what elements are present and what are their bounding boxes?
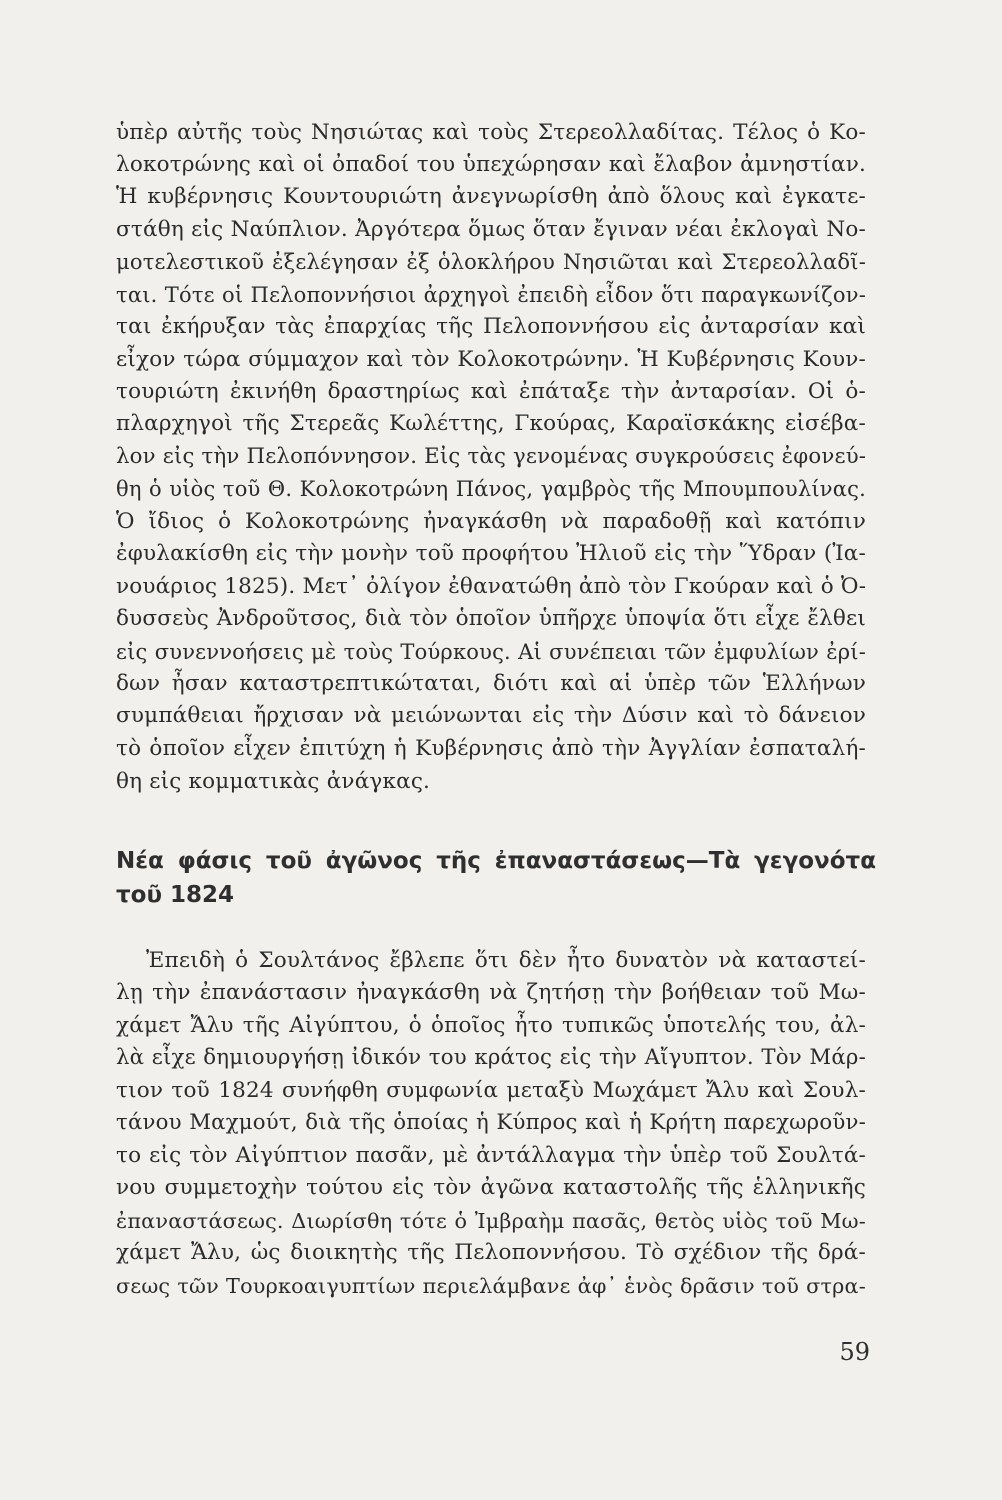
section-line: χάμετ Ἄλυ τῆς Αἰγύπτου, ὁ ὁποῖος ἦτο τυπικῶς ὑποτελής του, ἀλ- [116,1013,866,1038]
page-number: 59 [839,1338,870,1366]
body-line: πλαρχηγοὶ τῆς Στερεᾶς Κωλέττης, Γκούρας, Καραϊσκάκης εἰσέβα- [116,411,866,436]
body-line: τὸ ὁποῖον εἶχεν ἐπιτύχη ἡ Κυβέρνησις ἀπὸ τὴν Ἀγγλίαν ἐσπαταλή- [116,736,866,761]
section-line: τάνου Μαχμούτ, διὰ τῆς ὁποίας ἡ Κύπρος καὶ ἡ Κρήτη παρεχωροῦν- [116,1110,866,1135]
body-line: μοτελεστικοῦ ἐξελέγησαν ἐξ ὁλοκλήρου Νησιῶται καὶ Στερεολλαδῖ- [116,250,866,274]
body-line: συμπάθειαι ἤρχισαν νὰ μειώνωνται εἰς τὴν Δύσιν καὶ τὸ δάνειον [116,703,866,728]
body-line: δων ἦσαν καταστρεπτικώταται, διότι καὶ αἱ ὑπὲρ τῶν Ἑλλήνων [116,671,866,696]
body-line: εἶχον τώρα σύμμαχον καὶ τὸν Κολοκοτρώνην. Ἡ Κυβέρνησις Κουν- [116,347,866,372]
body-line: νουάριος 1825). Μετ᾽ ὀλίγον ἐθανατώθη ἀπὸ τὸν Γκούραν καὶ ὁ Ὀ- [116,574,867,599]
section-line: σεως τῶν Τουρκοαιγυπτίων περιελάμβανε ἀφ᾽ ἑνὸς δρᾶσιν τοῦ στρα- [116,1274,866,1298]
body-line: δυσσεὺς Ἀνδροῦτσος, διὰ τὸν ὁποῖον ὑπῆρχε ὑποψία ὅτι εἶχε ἔλθει [116,606,866,631]
section-line: λὰ εἶχε δημιουργήσῃ ἰδικόν του κράτος εἰς τὴν Αἴγυπτον. Τὸν Μάρ- [116,1045,866,1070]
body-line: Ἡ κυβέρνησις Κουντουριώτη ἀνεγνωρίσθη ἀπὸ ὅλους καὶ ἐγκατε- [116,184,866,209]
body-line: θη εἰς κομματικὰς ἀνάγκας. [116,769,431,794]
section-line: ἐπαναστάσεως. Διωρίσθη τότε ὁ Ἰμβραὴμ πασᾶς, θετὸς υἱὸς τοῦ Μω- [116,1209,866,1233]
section-line: το εἰς τὸν Αἰγύπτιον πασᾶν, μὲ ἀντάλλαγμα τὴν ὑπὲρ τοῦ Σουλτά- [116,1143,866,1168]
section-heading-continued: τοῦ 1824 [116,882,235,908]
section-line: χάμετ Ἄλυ, ὡς διοικητὴς τῆς Πελοποννήσου. Τὸ σχέδιον τῆς δρά- [116,1240,866,1265]
body-line: ται ἐκήρυξαν τὰς ἐπαρχίας τῆς Πελοποννήσου εἰς ἀνταρσίαν καὶ [116,314,866,339]
section-heading: Νέα φάσις τοῦ ἀγῶνος τῆς ἐπαναστάσεως—Τὰ γεγονότα [116,848,876,874]
section-line: Ἐπειδὴ ὁ Σουλτάνος ἔβλεπε ὅτι δὲν ἦτο δυνατὸν νὰ καταστεί- [146,948,866,973]
body-line: ἐφυλακίσθη εἰς τὴν μονὴν τοῦ προφήτου Ἠλιοῦ εἰς τὴν Ὕδραν (Ἰα- [116,541,866,566]
body-line: ὑπὲρ αὐτῆς τοὺς Νησιώτας καὶ τοὺς Στερεολλαδίτας. Τέλος ὁ Κο- [116,120,866,145]
section-line: νου συμμετοχὴν τούτου εἰς τὸν ἀγῶνα καταστολῆς τῆς ἑλληνικῆς [116,1175,866,1200]
section-line: τιον τοῦ 1824 συνήφθη συμφωνία μεταξὺ Μωχάμετ Ἄλυ καὶ Σουλ- [116,1078,866,1103]
body-line: Ὁ ἴδιος ὁ Κολοκοτρώνης ἠναγκάσθη νὰ παραδοθῇ καὶ κατόπιν [116,509,866,534]
body-line: τουριώτη ἐκινήθη δραστηρίως καὶ ἐπάταξε τὴν ἀνταρσίαν. Οἱ ὁ- [116,379,866,404]
body-line: λον εἰς τὴν Πελοπόννησον. Εἰς τὰς γενομένας συγκρούσεις ἐφονεύ- [116,444,867,469]
body-line: λοκοτρώνης καὶ οἱ ὀπαδοί του ὑπεχώρησαν καὶ ἔλαβον ἀμνηστίαν. [116,152,866,177]
body-line: εἰς συνεννοήσεις μὲ τοὺς Τούρκους. Αἱ συνέπειαι τῶν ἐμφυλίων ἐρί- [116,640,866,664]
body-line: θη ὁ υἱὸς τοῦ Θ. Κολοκοτρώνη Πάνος, γαμβρὸς τῆς Μπουμπουλίνας. [116,477,866,501]
body-line: στάθη εἰς Ναύπλιον. Ἀργότερα ὅμως ὅταν ἔγιναν νέαι ἐκλογαὶ Νο- [116,217,866,242]
body-line: ται. Τότε οἱ Πελοποννήσιοι ἀρχηγοὶ ἐπειδὴ εἶδον ὅτι παραγκωνίζον- [116,283,866,307]
section-line: λῃ τὴν ἐπανάστασιν ἠναγκάσθη νὰ ζητήσῃ τὴν βοήθειαν τοῦ Μω- [116,980,866,1005]
